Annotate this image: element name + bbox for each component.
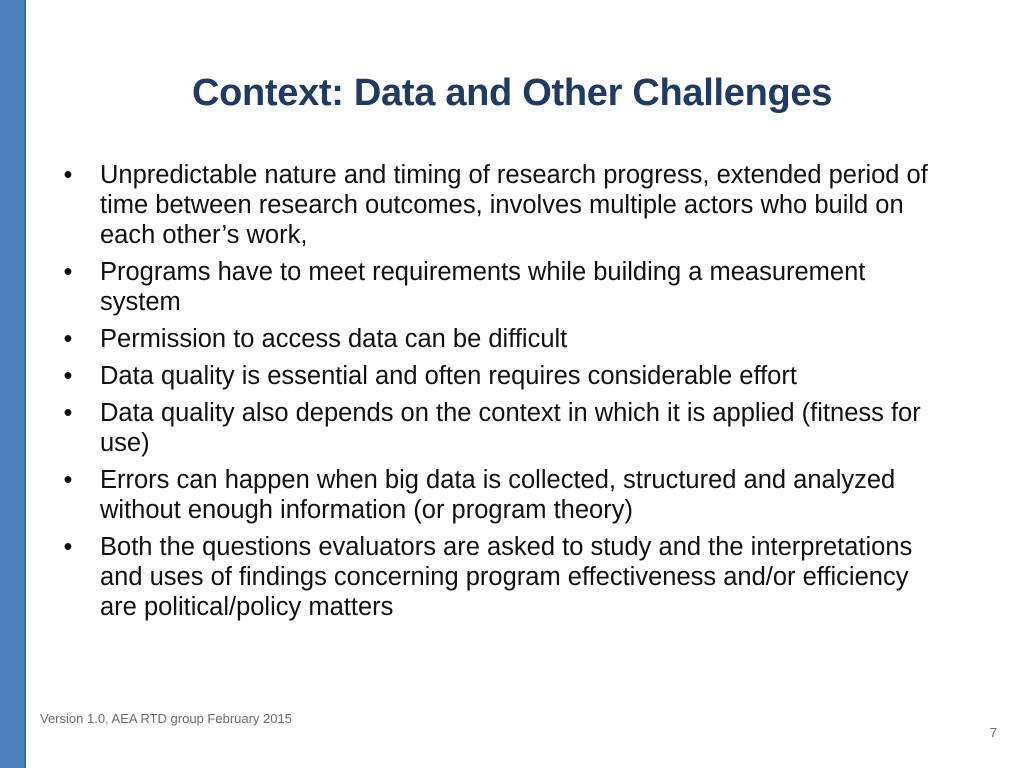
bullet-text: Programs have to meet requirements while building a measurement system bbox=[100, 258, 866, 316]
bullet-text: Permission to access data can be difficult bbox=[100, 325, 568, 353]
bullet-marker-icon: • bbox=[63, 258, 73, 286]
bullet-text: Errors can happen when big data is collected, structured and analyzed without enough information (or program theory) bbox=[100, 466, 896, 524]
bullet-item bbox=[58, 361, 938, 391]
side-accent-bar bbox=[0, 0, 26, 768]
bullet-text: Data quality also depends on the context in which it is applied (fitness for use) bbox=[100, 399, 921, 457]
bullet-text: Data quality is essential and often requires considerable effort bbox=[100, 362, 797, 390]
bullet-text: Both the questions evaluators are asked to study and the interpretations and uses of findings concerning program effectiveness and/or efficiency are political/policy matters bbox=[100, 533, 913, 621]
bullet-item bbox=[58, 532, 938, 622]
page-number: 7 bbox=[989, 725, 997, 740]
bullet-marker-icon: • bbox=[63, 466, 73, 494]
bullet-marker-icon: • bbox=[63, 161, 73, 189]
footer-version-text: Version 1.0, AEA RTD group February 2015 bbox=[40, 711, 292, 726]
bullet-marker-icon: • bbox=[63, 399, 73, 427]
bullet-marker-icon: • bbox=[63, 325, 73, 353]
slide-title: Context: Data and Other Challenges bbox=[191, 72, 833, 114]
bullet-marker-icon: • bbox=[63, 533, 73, 561]
bullet-marker-icon: • bbox=[63, 362, 73, 390]
bullet-item bbox=[58, 324, 938, 354]
bullet-item bbox=[58, 160, 938, 250]
bullet-text: Unpredictable nature and timing of research progress, extended period of time between research outcomes, involves multiple actors who build on each other’s work, bbox=[100, 161, 928, 249]
bullet-list bbox=[58, 160, 938, 629]
bullet-item bbox=[58, 398, 938, 458]
bullet-item bbox=[58, 465, 938, 525]
bullet-item bbox=[58, 257, 938, 317]
